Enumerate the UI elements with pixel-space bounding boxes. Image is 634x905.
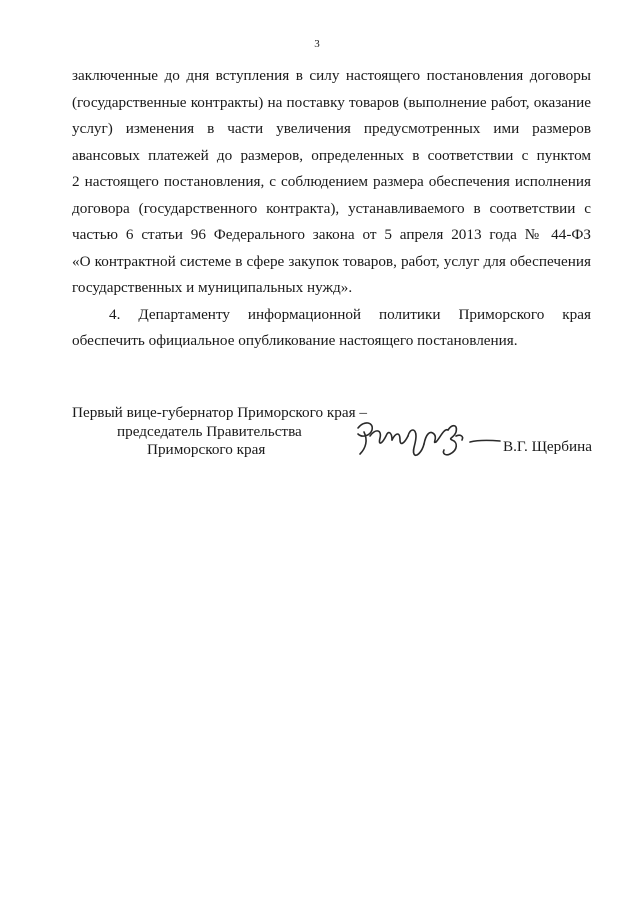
- body-text: [72, 63, 591, 355]
- signer-name: В.Г. Щербина: [503, 438, 592, 455]
- paragraph-line: услуг) изменения в части увеличения предусмотренных ими размеров: [72, 120, 591, 137]
- paragraph-line: 4. Департаменту информационной политики Приморского края: [109, 305, 591, 323]
- signer-position-line1: Первый вице-губернатор Приморского края –: [72, 404, 367, 421]
- paragraph-line: заключенные до дня вступления в силу настоящего постановления договоры: [72, 67, 591, 84]
- paragraph-line: (государственные контракты) на поставку товаров (выполнение работ, оказание: [72, 93, 591, 111]
- paragraph-line: обеспечить официальное опубликование настоящего постановления.: [72, 332, 518, 349]
- signer-position-line3: Приморского края: [147, 441, 266, 458]
- handwritten-signature: [352, 414, 502, 464]
- paragraph-line: государственных и муниципальных нужд».: [72, 279, 353, 296]
- paragraph-line: частью 6 статьи 96 Федерального закона от 5 апреля 2013 года № 44-ФЗ: [72, 226, 591, 243]
- paragraph-line: 2 настоящего постановления, с соблюдением размера обеспечения исполнения: [72, 173, 591, 190]
- page-number: 3: [314, 38, 320, 50]
- paragraph-line: авансовых платежей до размеров, определенных в соответствии с пунктом: [72, 146, 591, 164]
- signer-position-line2: председатель Правительства: [117, 423, 302, 440]
- paragraph-line: договора (государственного контракта), устанавливаемого в соответствии с: [72, 199, 591, 217]
- paragraph-line: «О контрактной системе в сфере закупок товаров, работ, услуг для обеспечения: [72, 252, 591, 270]
